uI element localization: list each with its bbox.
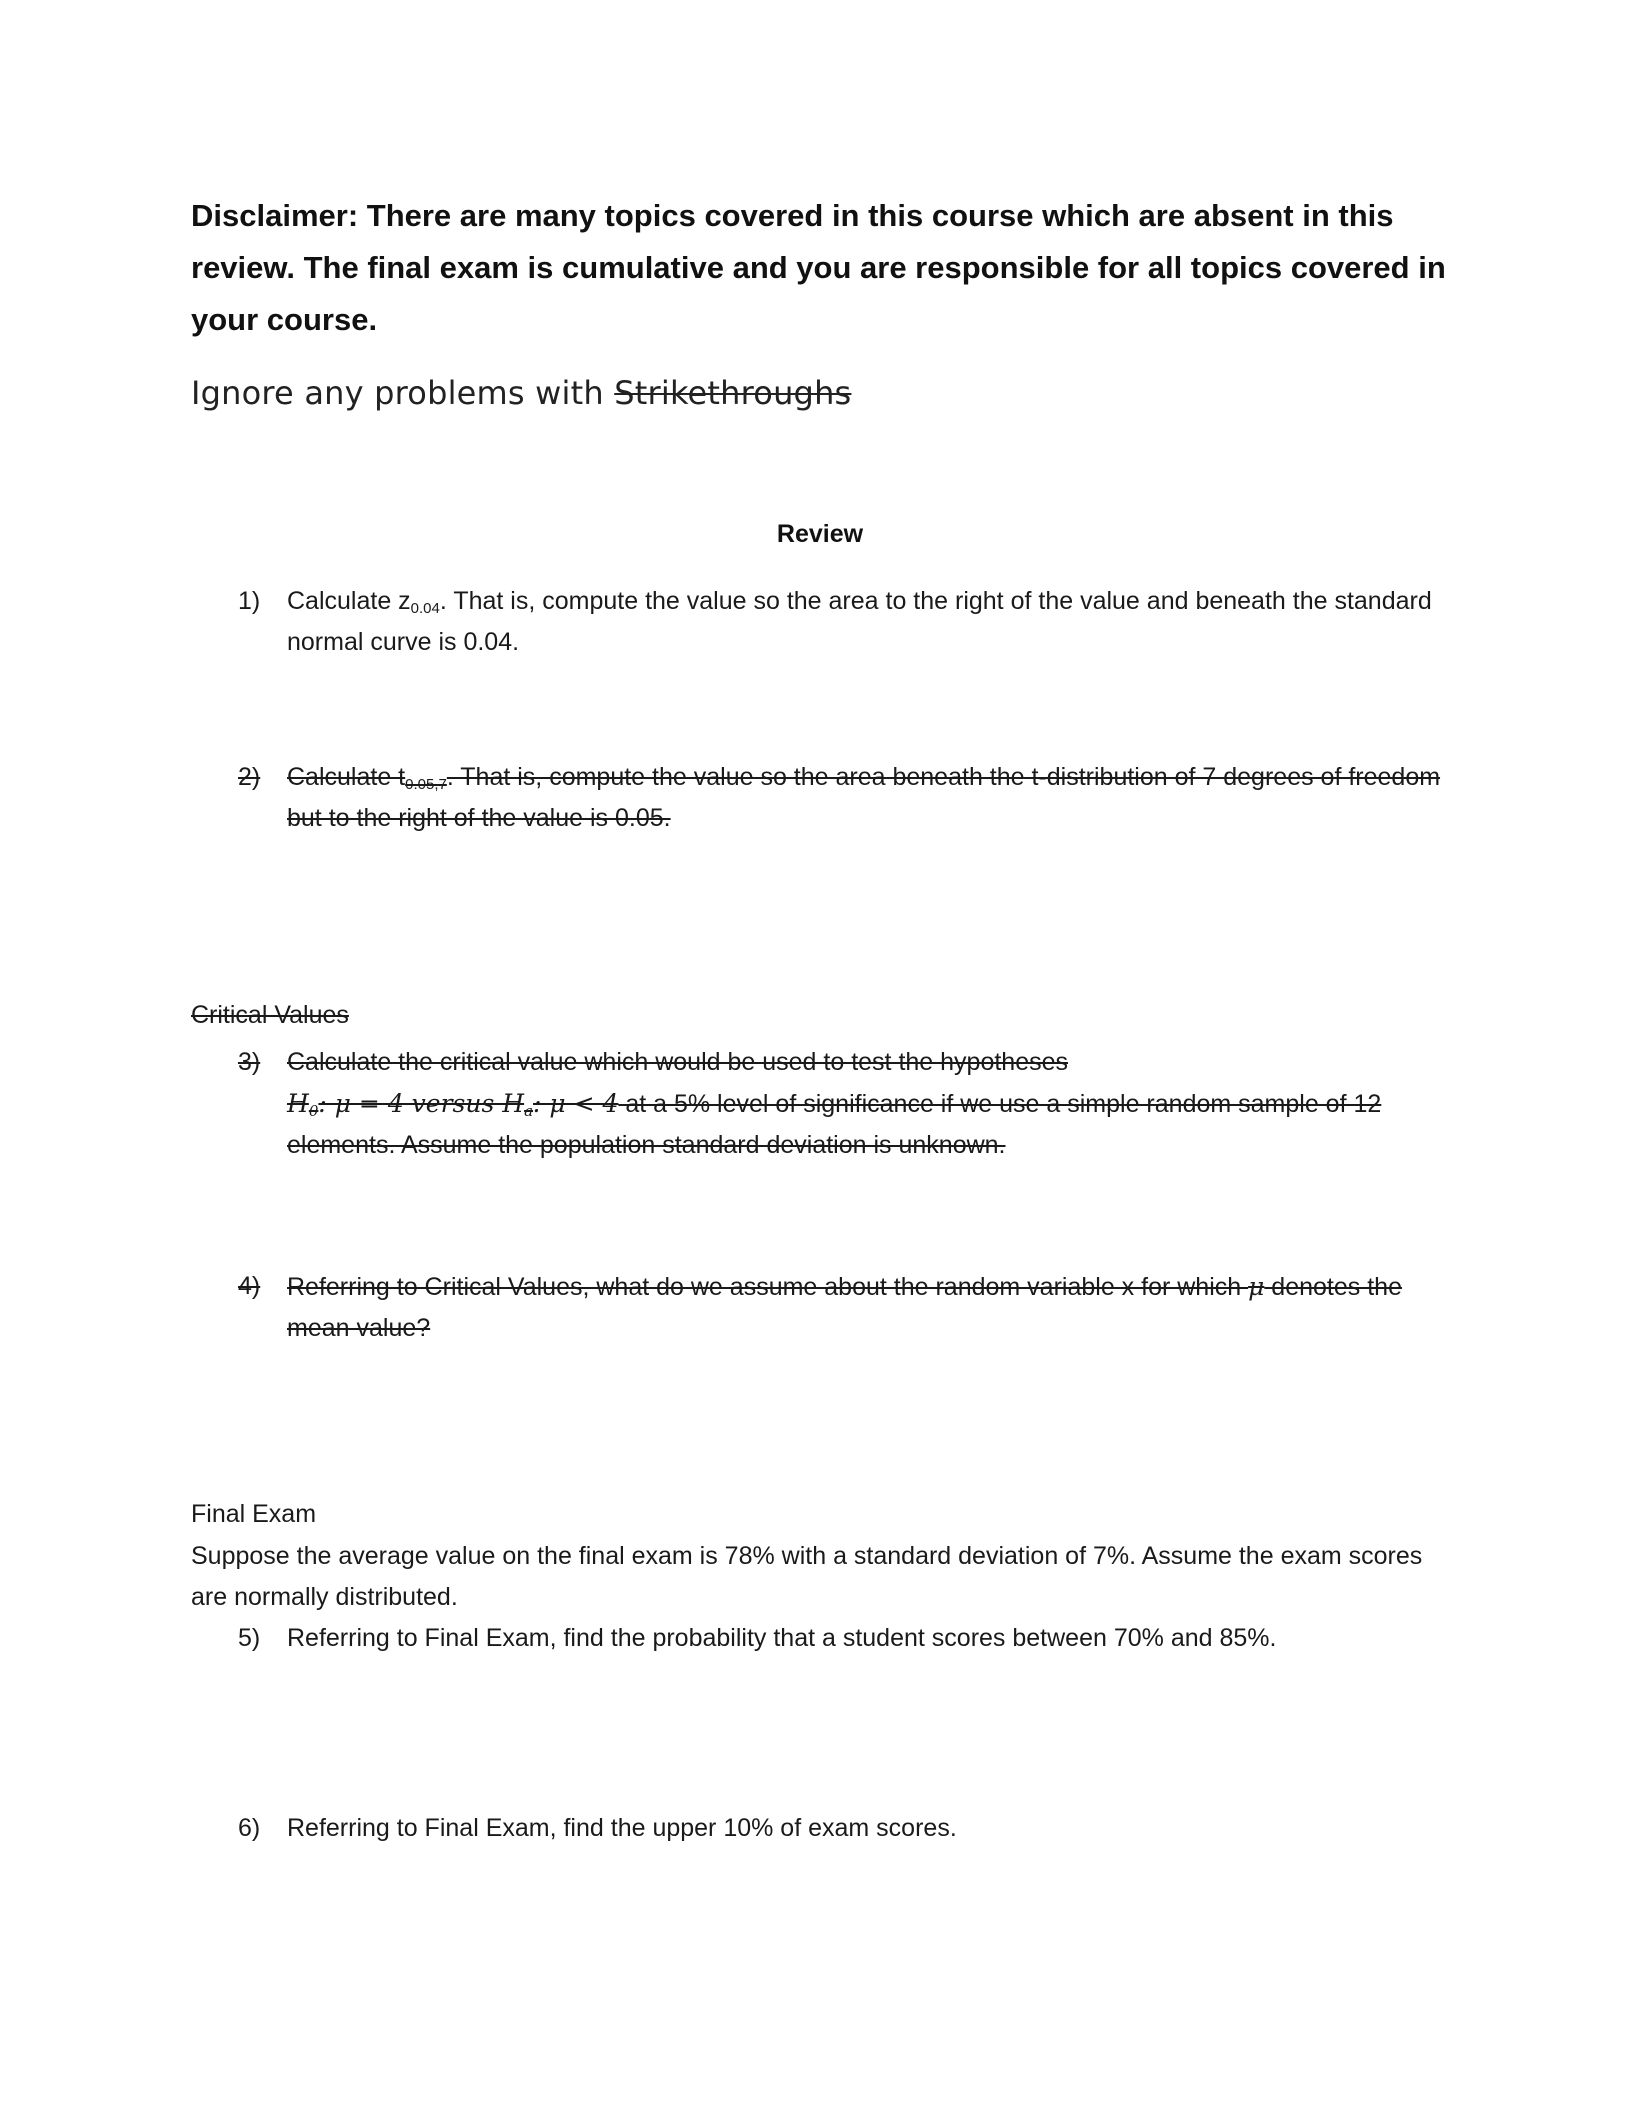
subscript: 0.05,7 (405, 776, 447, 793)
question-text-part: Calculate t (287, 763, 406, 791)
question-text-part: at a 5% level of significance if we use a simple random sample of 12 elements. Assume the population standard deviation is unknown. (287, 1090, 1382, 1159)
subscript: 0.04 (410, 600, 440, 617)
question-text: Referring to Final Exam, find the probability that a student scores between 70% and 85%. (287, 1624, 1277, 1652)
question-6 (238, 1808, 1458, 1849)
hypothesis-expression: : μ = 4 versus H (318, 1089, 525, 1118)
question-text-part: Calculate the critical value which would be used to test the hypotheses (287, 1048, 1069, 1076)
question-number: 5) (238, 1624, 261, 1652)
question-5 (238, 1618, 1458, 1659)
subscript: 0 (308, 1102, 319, 1120)
strikethrough-note (191, 372, 851, 414)
strikethrough-word: Strikethroughs (614, 374, 852, 412)
final-exam-heading: Final Exam (191, 1500, 317, 1528)
question-text (287, 581, 1458, 663)
strikethrough-note-prefix: Ignore any problems with (191, 374, 615, 412)
question-number: 2) (238, 763, 261, 791)
question-number: 6) (238, 1814, 261, 1842)
review-heading: Review (776, 520, 864, 548)
hypothesis-expression: : μ < 4 (533, 1089, 619, 1118)
question-text-part: . That is, compute the value so the area beneath the t-distribution of 7 degrees of freedom but to the right of the value is 0.05. (287, 763, 1441, 832)
question-number: 3) (238, 1048, 261, 1076)
question-text-part: Referring to Critical Values, what do we assume about the random variable x for which (287, 1273, 1249, 1301)
disclaimer-text: Disclaimer: There are many topics covered in this course which are absent in this review. The final exam is cumulative and you are responsible for all topics covered in your course. (191, 198, 1446, 337)
question-number: 4) (238, 1272, 261, 1300)
question-3 (238, 1042, 1458, 1166)
question-2 (238, 757, 1458, 839)
mu-symbol: μ (1248, 1272, 1265, 1301)
null-hypothesis-symbol: H (287, 1089, 309, 1118)
question-text (287, 1042, 1458, 1166)
critical-values-heading: Critical Values (191, 1001, 349, 1029)
question-number: 1) (238, 587, 261, 615)
question-text-part: denotes the mean value? (287, 1273, 1402, 1342)
question-text: Referring to Final Exam, find the upper 10% of exam scores. (287, 1814, 957, 1842)
question-text-part: . That is, compute the value so the area to the right of the value and beneath the standard normal curve is 0.04. (287, 587, 1432, 656)
question-4 (238, 1266, 1458, 1349)
question-text (287, 757, 1458, 839)
question-text-part: Calculate z (287, 587, 411, 615)
final-exam-description: Suppose the average value on the final exam is 78% with a standard deviation of 7%. Assume the exam scores are normally distributed. (191, 1542, 1423, 1611)
question-text (287, 1266, 1458, 1349)
question-1 (238, 581, 1458, 663)
subscript: a (524, 1102, 534, 1120)
